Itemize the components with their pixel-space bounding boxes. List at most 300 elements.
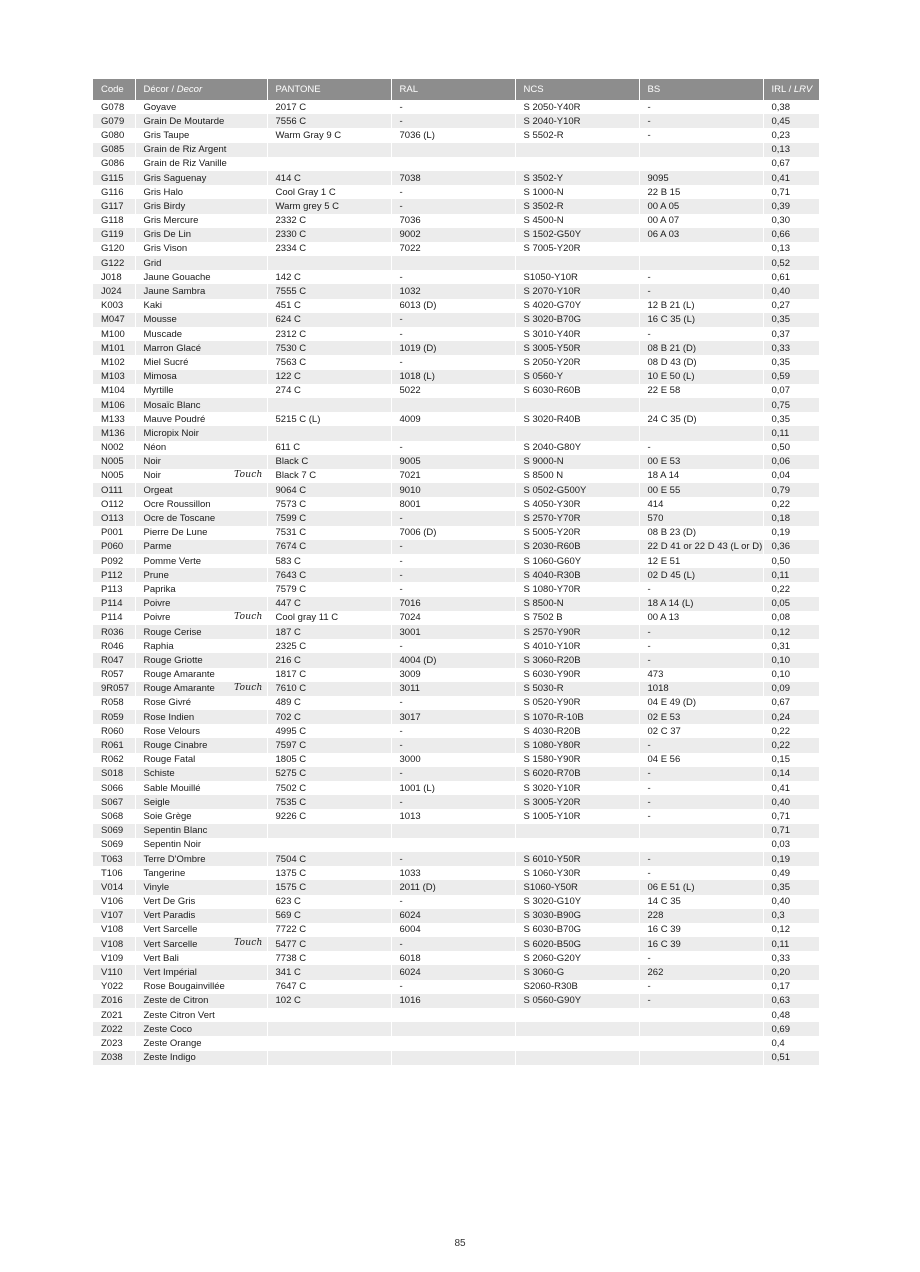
cell-ral [391,1051,515,1065]
cell-decor [135,426,267,440]
cell-irl: 0,36 [763,540,819,554]
cell-irl: 0,22 [771,583,790,595]
table-row [93,1008,819,1022]
cell-code: P060 [93,540,135,554]
decor-name: Néon [143,442,167,454]
decor-name: Mosaïc Blanc [143,399,201,411]
cell-bs: 08 D 43 (D) [639,355,763,369]
cell-pantone [267,426,391,440]
cell-ncs [515,1036,639,1050]
cell-irl: 0,22 [763,738,819,752]
cell-code: M047 [93,313,135,327]
cell-ncs [515,1051,639,1065]
cell-code: S069 [93,838,135,852]
cell-ral: - [391,270,515,284]
decor-name: Zeste Citron Vert [143,1009,215,1021]
cell-code: G085 [93,143,135,157]
col-header-ral: RAL [391,79,515,100]
cell-pantone: 7599 C [267,511,391,525]
cell-pantone: 7535 C [267,795,391,809]
cell-decor [135,852,267,866]
decor-name: Parme [143,541,172,553]
cell-code: T063 [93,852,135,866]
cell-ral: - [391,738,515,752]
cell-code: V109 [93,951,135,965]
cell-ncs: S 1080-Y80R [515,738,639,752]
cell-bs: 22 E 58 [639,384,763,398]
cell-code: G120 [93,242,135,256]
cell-irl: 0,03 [771,839,790,851]
cell-decor [135,384,267,398]
cell-decor [135,824,267,838]
decor-name: Gris Taupe [143,129,190,141]
cell-code: P114 [93,611,135,625]
cell-pantone: 9064 C [267,483,391,497]
cell-irl: 0,35 [763,880,819,894]
cell-code: O112 [93,497,135,511]
cell-ral: 3011 [391,682,515,696]
cell-decor [135,568,267,582]
decor-name: Vert Paradis [143,910,196,922]
cell-ncs: S 2570-Y70R [515,511,639,525]
cell-decor [135,923,267,937]
decor-name: Orgeat [143,484,173,496]
cell-ral: 1001 (L) [391,781,515,795]
cell-pantone [267,1051,391,1065]
cell-bs: 06 A 03 [639,228,763,242]
cell-decor [135,682,267,696]
table-row [93,398,819,412]
cell-irl: 0,18 [763,511,819,525]
cell-ncs [515,398,639,412]
cell-ral: - [391,185,515,199]
cell-ncs: S 6030-R60B [515,384,639,398]
cell-pantone: 7531 C [267,526,391,540]
cell-irl: 0,04 [771,470,790,482]
cell-bs: 22 D 41 or 22 D 43 (L or D) [639,540,763,554]
cell-ncs [515,838,639,852]
decor-name: Noir [143,456,161,468]
cell-pantone: Black 7 C [267,469,391,483]
cell-irl: 0,38 [771,101,790,113]
cell-code: Z021 [93,1008,135,1022]
decor-name: Goyave [143,101,177,113]
cell-bs: - [639,852,763,866]
cell-ncs: S 1070-R-10B [515,710,639,724]
cell-irl: 0,66 [763,228,819,242]
decor-name: Pomme Verte [143,555,202,567]
cell-irl: 0,22 [771,725,790,737]
cell-ncs: S 2570-Y90R [515,625,639,639]
cell-pantone: 451 C [267,299,391,313]
cell-pantone: Cool Gray 1 C [267,185,391,199]
cell-irl: 0,14 [763,767,819,781]
cell-code: M100 [93,327,135,341]
cell-bs: - [639,639,763,653]
col-header-ncs: NCS [515,79,639,100]
table-row [93,923,819,937]
table-row [93,327,819,341]
cell-decor [135,214,267,228]
cell-pantone: 7573 C [267,497,391,511]
cell-irl: 0,37 [771,328,790,340]
cell-code: V107 [93,909,135,923]
cell-pantone: 7610 C [267,682,391,696]
cell-irl: 0,39 [763,199,819,213]
cell-bs [639,426,763,440]
cell-ral: 9005 [391,455,515,469]
cell-ral: 4009 [391,412,515,426]
decor-name: Rouge Cerise [143,626,202,638]
cell-decor [135,838,267,852]
cell-pantone [267,143,391,157]
table-row [93,781,819,795]
cell-ral: - [391,441,515,455]
cell-irl: 0,63 [763,994,819,1008]
cell-ral: - [391,114,515,128]
cell-irl: 0,35 [771,413,790,425]
touch-label: Touch [234,611,263,622]
table-row [93,937,819,951]
table-row [93,370,819,384]
table-row [93,554,819,568]
cell-ncs: S1060-Y50R [515,880,639,894]
cell-bs [639,1008,763,1022]
cell-code: N005 [93,469,135,483]
decor-name: Raphia [143,640,174,652]
cell-irl: 0,05 [763,597,819,611]
cell-ral [391,426,515,440]
cell-pantone: 7563 C [267,355,391,369]
cell-ncs: S 1060-G60Y [515,554,639,568]
cell-ral: 1013 [391,809,515,823]
cell-ral: 7022 [391,242,515,256]
cell-irl: 0,23 [771,129,790,141]
cell-ncs: S 3502-R [515,199,639,213]
table-row [93,100,819,114]
cell-code: G079 [93,114,135,128]
table-row [93,795,819,809]
cell-pantone: Warm grey 5 C [267,199,391,213]
cell-ral: 1032 [391,284,515,298]
cell-ncs: S 3020-B70G [515,313,639,327]
table-row [93,568,819,582]
cell-code: P001 [93,526,135,540]
cell-ncs: S 1580-Y90R [515,753,639,767]
cell-ral: 5022 [391,384,515,398]
cell-ral: - [391,568,515,582]
cell-irl: 0,67 [771,697,790,709]
table-row [93,951,819,965]
cell-code: S067 [93,795,135,809]
cell-bs: - [639,653,763,667]
cell-code: Z038 [93,1051,135,1065]
cell-code: M102 [93,355,135,369]
cell-ncs: S 6020-B50G [515,937,639,951]
cell-pantone: 489 C [267,696,391,710]
cell-ral [391,824,515,838]
cell-bs: 12 E 51 [639,554,763,568]
cell-decor [135,994,267,1008]
cell-ral: - [391,540,515,554]
cell-decor [135,951,267,965]
cell-pantone: 2332 C [267,214,391,228]
decor-name: Myrtille [143,385,174,397]
cell-pantone: 1575 C [267,880,391,894]
cell-bs: - [639,951,763,965]
cell-bs: 16 C 35 (L) [639,313,763,327]
cell-pantone: 7643 C [267,568,391,582]
cell-decor [135,228,267,242]
cell-code: P112 [93,568,135,582]
cell-decor [135,668,267,682]
cell-bs: - [639,327,763,341]
cell-bs: - [639,128,763,142]
cell-pantone: 1805 C [267,753,391,767]
cell-decor [135,866,267,880]
table-row [93,185,819,199]
cell-decor [135,1051,267,1065]
cell-ral: 3000 [391,753,515,767]
table-row [93,909,819,923]
cell-ncs: S 6030-Y90R [515,668,639,682]
cell-bs: - [639,625,763,639]
decor-name: Rose Velours [143,725,201,737]
table-row [93,639,819,653]
cell-pantone: 447 C [267,597,391,611]
cell-ral: 6018 [391,951,515,965]
decor-name: Grain de Riz Argent [143,144,227,156]
cell-bs: 570 [639,511,763,525]
cell-pantone: 7738 C [267,951,391,965]
col-header-bs: BS [639,79,763,100]
cell-bs: 12 B 21 (L) [639,299,763,313]
cell-irl: 0,40 [763,795,819,809]
cell-ncs: S 4500-N [515,214,639,228]
cell-irl: 0,50 [771,555,790,567]
cell-ncs: S 5502-R [515,128,639,142]
page-number: 85 [454,1238,466,1249]
cell-bs: - [639,809,763,823]
cell-decor [135,540,267,554]
table-row [93,455,819,469]
cell-decor [135,157,267,171]
cell-ral: - [391,795,515,809]
cell-bs: - [639,100,763,114]
cell-pantone: Black C [267,455,391,469]
cell-decor [135,355,267,369]
cell-irl: 0,71 [771,810,790,822]
cell-ral: - [391,724,515,738]
cell-ral: 4004 (D) [391,653,515,667]
decor-name: Rose Givré [143,697,192,709]
cell-code: G119 [93,228,135,242]
cell-bs [639,1051,763,1065]
cell-decor [135,639,267,653]
cell-pantone: 7597 C [267,738,391,752]
cell-decor [135,412,267,426]
cell-ral: - [391,100,515,114]
cell-decor [135,398,267,412]
cell-ral: 6024 [391,965,515,979]
cell-code: N005 [93,455,135,469]
cell-bs: 06 E 51 (L) [639,880,763,894]
cell-irl: 0,67 [771,158,790,170]
cell-irl: 0,08 [771,612,790,624]
cell-decor [135,128,267,142]
cell-bs [639,157,763,171]
table-row [93,469,819,483]
table-row [93,682,819,696]
cell-ral: 1033 [391,866,515,880]
cell-ral: 3001 [391,625,515,639]
decor-name: Rouge Fatal [143,754,196,766]
cell-ncs: S 1502-G50Y [515,228,639,242]
table-header-row [93,79,819,100]
cell-irl: 0,15 [771,754,790,766]
cell-code: R062 [93,753,135,767]
cell-irl: 0,4 [771,1037,785,1049]
cell-ncs: S 3010-Y40R [515,327,639,341]
decor-name: Mousse [143,314,177,326]
table-row [93,724,819,738]
cell-bs: - [639,284,763,298]
decor-name: Terre D'Ombre [143,853,206,865]
cell-pantone: 1817 C [267,668,391,682]
decor-name: Schiste [143,768,175,780]
cell-bs: - [639,994,763,1008]
cell-ncs: S 0520-Y90R [515,696,639,710]
cell-ral: - [391,355,515,369]
cell-bs: - [639,866,763,880]
cell-code: P113 [93,582,135,596]
cell-ncs: S 1080-Y70R [515,582,639,596]
cell-irl: 0,3 [763,909,819,923]
table-row [93,710,819,724]
cell-ncs: S 6010-Y50R [515,852,639,866]
cell-pantone [267,398,391,412]
cell-irl: 0,41 [771,782,790,794]
cell-pantone: 216 C [267,653,391,667]
decor-name: Vinyle [143,881,170,893]
cell-ral: 3017 [391,710,515,724]
table-row [93,171,819,185]
cell-irl: 0,52 [763,256,819,270]
cell-irl: 0,06 [763,455,819,469]
decor-name: Rose Bougainvillée [143,981,225,993]
cell-pantone: 341 C [267,965,391,979]
touch-label: Touch [234,938,263,949]
decor-name: Zeste de Citron [143,995,209,1007]
cell-decor [135,795,267,809]
cell-ncs: S 2050-Y40R [515,100,639,114]
cell-ncs [515,426,639,440]
decor-name: Miel Sucré [143,356,189,368]
cell-code: G118 [93,214,135,228]
cell-decor [135,625,267,639]
cell-ral: 7036 (L) [391,128,515,142]
cell-irl: 0,59 [763,370,819,384]
decor-name: Prune [143,569,169,581]
cell-ncs [515,157,639,171]
cell-bs: 08 B 21 (D) [639,341,763,355]
cell-pantone: 4995 C [267,724,391,738]
cell-pantone: 7722 C [267,923,391,937]
table-row [93,199,819,213]
cell-pantone [267,157,391,171]
decor-name: Zeste Coco [143,1023,193,1035]
cell-decor [135,526,267,540]
cell-decor [135,455,267,469]
table-row [93,597,819,611]
cell-ral: 7016 [391,597,515,611]
cell-ral: 7038 [391,171,515,185]
cell-decor [135,256,267,270]
table-row [93,540,819,554]
cell-bs: 08 B 23 (D) [639,526,763,540]
cell-bs: 14 C 35 [639,895,763,909]
cell-irl: 0,51 [763,1051,819,1065]
cell-pantone: 569 C [267,909,391,923]
cell-decor [135,441,267,455]
decor-name: Rouge Amarante [143,683,215,695]
cell-pantone: 274 C [267,384,391,398]
cell-ncs: S 4050-Y30R [515,497,639,511]
cell-ncs: S2060-R30B [515,980,639,994]
cell-decor [135,497,267,511]
cell-pantone [267,838,391,852]
cell-decor [135,341,267,355]
cell-ncs: S 0560-Y [515,370,639,384]
table-row [93,1036,819,1050]
cell-pantone: 142 C [267,270,391,284]
cell-irl: 0,41 [763,171,819,185]
cell-bs: 00 A 13 [639,611,763,625]
cell-code: O113 [93,511,135,525]
cell-decor [135,483,267,497]
cell-decor [135,185,267,199]
table-row [93,582,819,596]
cell-ncs: S 8500 N [515,469,639,483]
cell-ncs: S 8500-N [515,597,639,611]
decor-name: Rose Indien [143,711,195,723]
cell-code: G078 [93,100,135,114]
cell-decor [135,880,267,894]
cell-code: Z016 [93,994,135,1008]
cell-ncs: S 2040-G80Y [515,441,639,455]
cell-ncs: S 3502-Y [515,171,639,185]
cell-decor [135,980,267,994]
cell-code: G116 [93,185,135,199]
cell-pantone: 5275 C [267,767,391,781]
cell-code: G117 [93,199,135,213]
cell-bs [639,242,763,256]
cell-irl: 0,61 [771,271,790,283]
cell-decor [135,753,267,767]
cell-ncs: S 4040-R30B [515,568,639,582]
cell-irl: 0,35 [763,313,819,327]
table-row [93,696,819,710]
cell-irl: 0,33 [771,952,790,964]
cell-ncs: S 3020-Y10R [515,781,639,795]
table-row [93,441,819,455]
cell-irl: 0,13 [763,143,819,157]
cell-pantone: 1375 C [267,866,391,880]
table-row [93,284,819,298]
cell-ral: - [391,895,515,909]
cell-ncs: S 4020-G70Y [515,299,639,313]
cell-pantone: 7674 C [267,540,391,554]
